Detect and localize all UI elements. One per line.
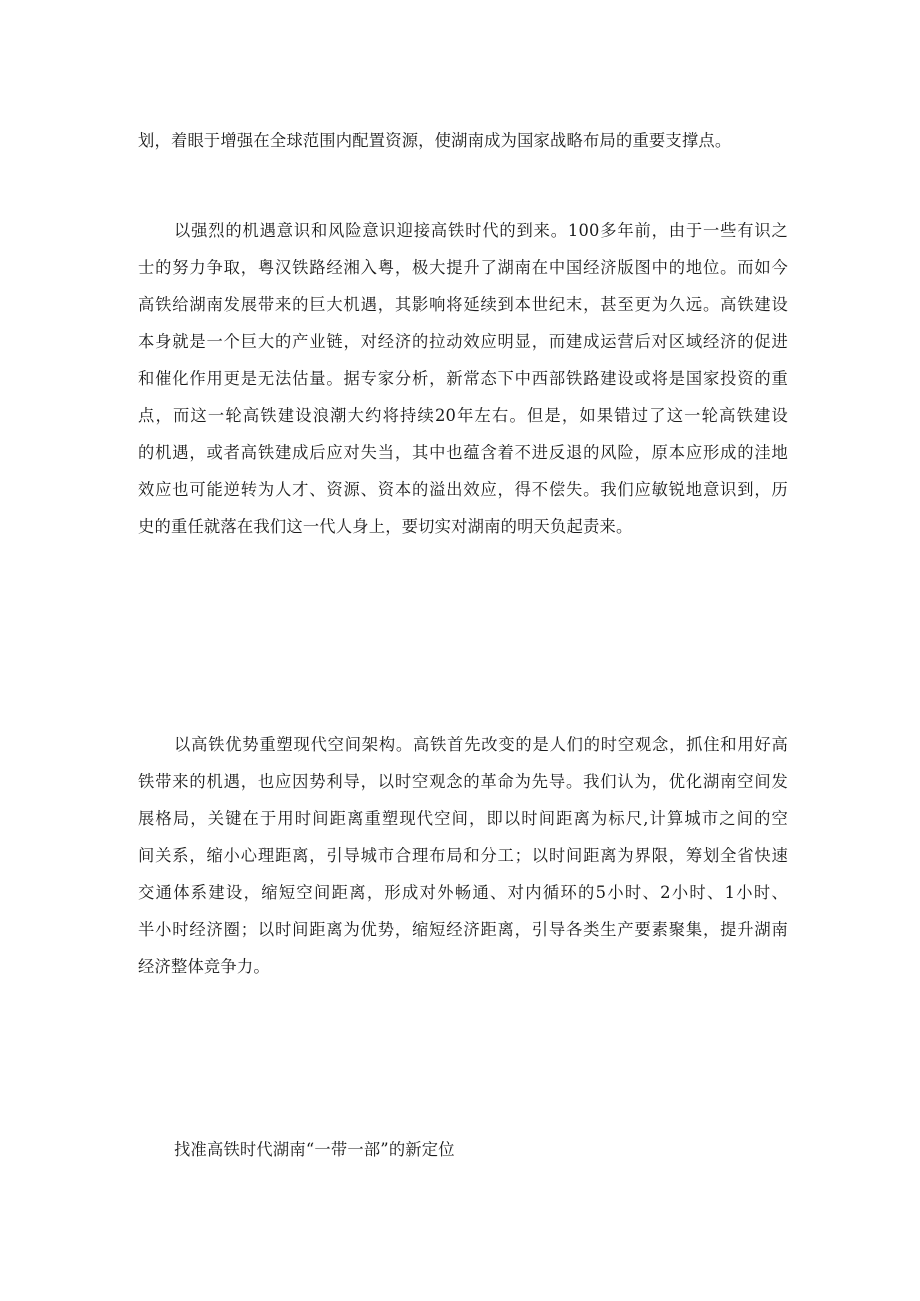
paragraph-spatial-architecture bbox=[138, 726, 788, 985]
text-line: 本身就是一个巨大的产业链，对经济的拉动效应明显，而建成运营后对区域经济的促进 bbox=[138, 332, 788, 351]
text-line: 高铁给湖南发展带来的巨大机遇，其影响将延续到本世纪末，甚至更为久远。高铁建设 bbox=[138, 295, 788, 314]
paragraph-opportunity-risk bbox=[138, 212, 788, 545]
section-heading bbox=[138, 1131, 788, 1168]
text-line: 效应也可能逆转为人才、资源、资本的溢出效应，得不偿失。我们应敏锐地意识到，历 bbox=[138, 480, 788, 499]
text-line: 铁带来的机遇，也应因势利导，以时空观念的革命为先导。我们认为，优化湖南空间发 bbox=[138, 772, 788, 791]
text-line: 间关系，缩小心理距离，引导城市合理布局和分工；以时间距离为界限，筹划全省快速 bbox=[138, 846, 788, 865]
text-line: 史的重任就落在我们这一代人身上，要切实对湖南的明天负起责来。 bbox=[138, 517, 633, 536]
text-line: 划，着眼于增强在全球范围内配置资源，使湖南成为国家战略布局的重要支撑点。 bbox=[138, 131, 732, 150]
text-line: 以强烈的机遇意识和风险意识迎接高铁时代的到来。100多年前，由于一些有识之 bbox=[174, 221, 788, 240]
text-line: 士的努力争取，粤汉铁路经湘入粤，极大提升了湖南在中国经济版图中的地位。而如今 bbox=[138, 258, 788, 277]
text-line: 点，而这一轮高铁建设浪潮大约将持续20年左右。但是，如果错过了这一轮高铁建设 bbox=[138, 406, 788, 425]
text-line: 以高铁优势重塑现代空间架构。高铁首先改变的是人们的时空观念，抓住和用好高 bbox=[174, 735, 788, 754]
text-line: 经济整体竞争力。 bbox=[138, 957, 270, 976]
text-line: 半小时经济圈；以时间距离为优势，缩短经济距离，引导各类生产要素聚集，提升湖南 bbox=[138, 920, 788, 939]
text-line: 的机遇，或者高铁建成后应对失当，其中也蕴含着不进反退的风险，原本应形成的洼地 bbox=[138, 443, 788, 462]
text-line: 交通体系建设，缩短空间距离，形成对外畅通、对内循环的5小时、2小时、1小时、 bbox=[138, 883, 788, 902]
text-line: 和催化作用更是无法估量。据专家分析，新常态下中西部铁路建设或将是国家投资的重 bbox=[138, 369, 788, 388]
text-line: 展格局，关键在于用时间距离重塑现代空间，即以时间距离为标尺,计算城市之间的空 bbox=[138, 809, 788, 828]
paragraph-continuation bbox=[138, 122, 788, 159]
section-heading-text: 找准高铁时代湖南“一带一部”的新定位 bbox=[174, 1140, 455, 1159]
